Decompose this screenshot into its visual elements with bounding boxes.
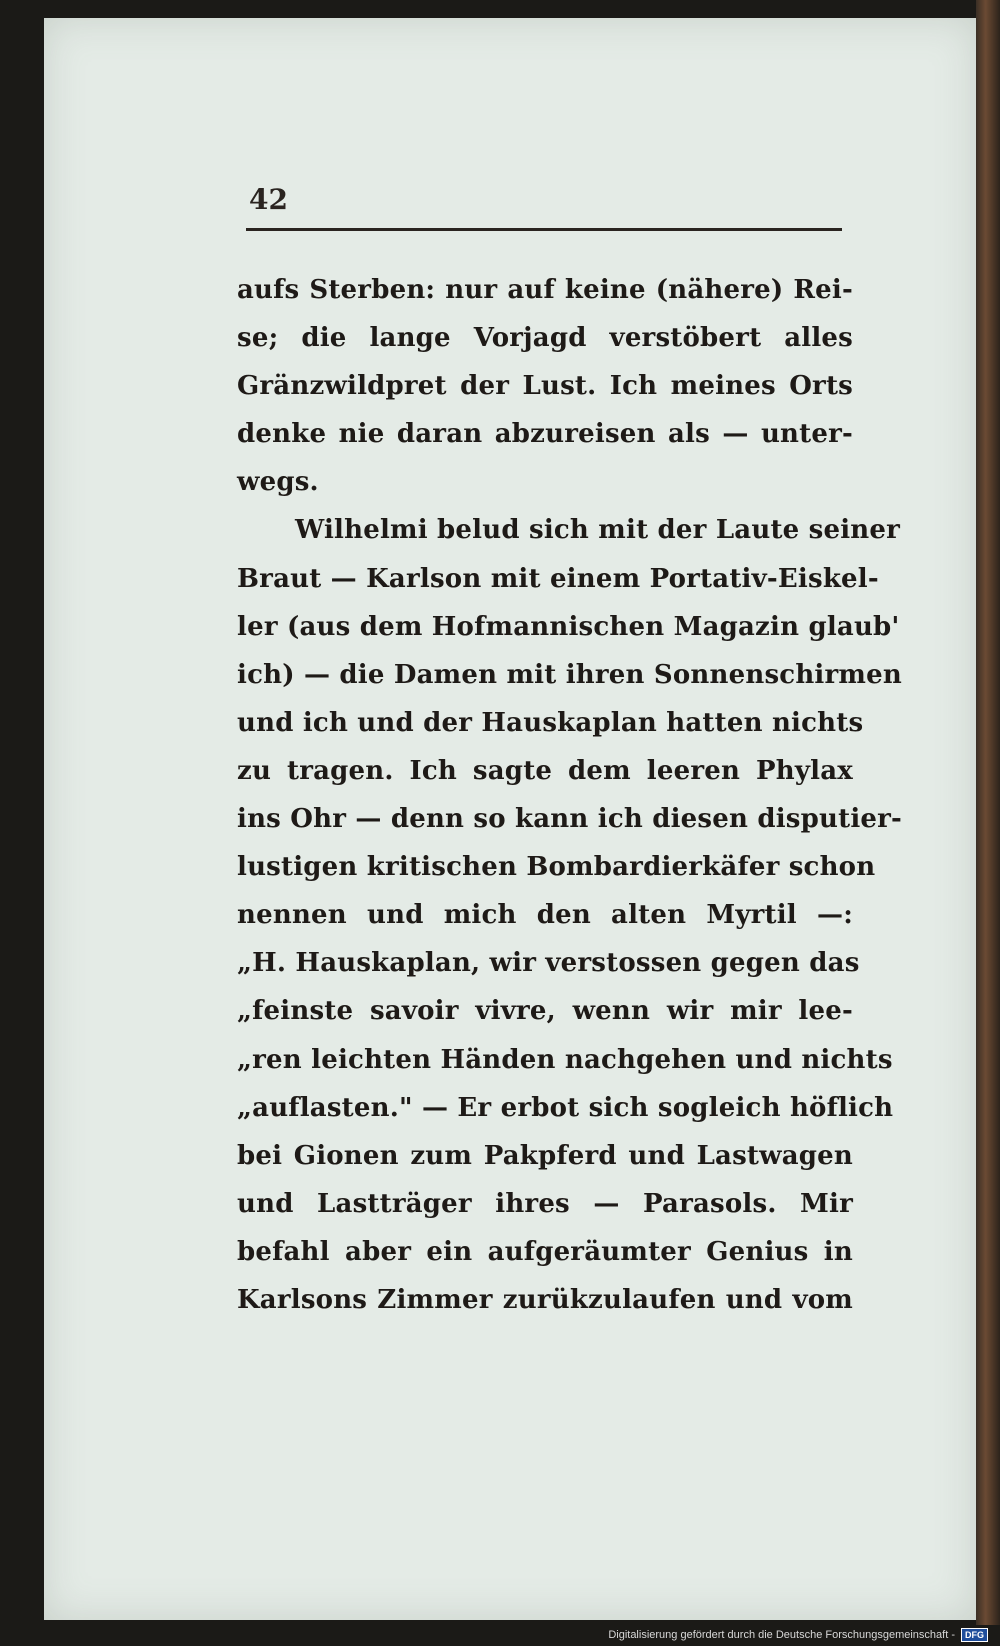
text-line: und Lastträger ihres — Parasols. Mir [237, 1188, 853, 1219]
body-text [237, 266, 903, 1324]
text-line: ler (aus dem Hofmannischen Magazin glaub' [237, 611, 900, 642]
dfg-logo: DFG [961, 1628, 988, 1642]
text-line: befahl aber ein aufgeräumter Genius in [237, 1236, 853, 1267]
text-line: zu tragen. Ich sagte dem leeren Phylax [237, 755, 853, 786]
text-line: aufs Sterben: nur auf keine (nähere) Rei- [237, 275, 853, 305]
text-line: wegs. [237, 467, 319, 498]
text-line: ins Ohr — denn so kann ich diesen disputier- [237, 804, 903, 835]
text-line: und ich und der Hauskaplan hatten nichts [237, 707, 864, 738]
text-line: nennen und mich den alten Myrtil —: [237, 900, 853, 931]
text-line: Braut — Karlson mit einem Portativ-Eiskel- [237, 563, 879, 594]
text-line: ich) — die Damen mit ihren Sonnenschirmen [237, 659, 902, 690]
footer-text: Digitalisierung gefördert durch die Deutsche Forschungsgemeinschaft - [608, 1629, 955, 1641]
text-line: bei Gionen zum Pakpferd und Lastwagen [237, 1140, 853, 1171]
text-line: denke nie daran abzureisen als — unter- [237, 419, 853, 450]
text-line: „auflasten." — Er erbot sich sogleich höflich [237, 1092, 894, 1123]
text-line: „ren leichten Händen nachgehen und nichts [237, 1044, 893, 1075]
text-line: lustigen kritischen Bombardierkäfer schon [237, 852, 876, 883]
book-page [44, 18, 976, 1620]
digitization-footer [608, 1626, 988, 1644]
page-number: 42 [249, 183, 288, 216]
text-line: Wilhelmi belud sich mit der Laute seiner [295, 515, 901, 546]
text-line: „feinste savoir vivre, wenn wir mir lee- [237, 996, 853, 1027]
header-rule [246, 228, 842, 231]
text-line: Gränzwildpret der Lust. Ich meines Orts [237, 371, 853, 402]
text-line: Karlsons Zimmer zurükzulaufen und vom [237, 1284, 853, 1315]
text-line: „H. Hauskaplan, wir verstossen gegen das [237, 948, 860, 979]
text-line: se; die lange Vorjagd verstöbert alles [237, 323, 853, 354]
book-edge [976, 0, 1000, 1625]
